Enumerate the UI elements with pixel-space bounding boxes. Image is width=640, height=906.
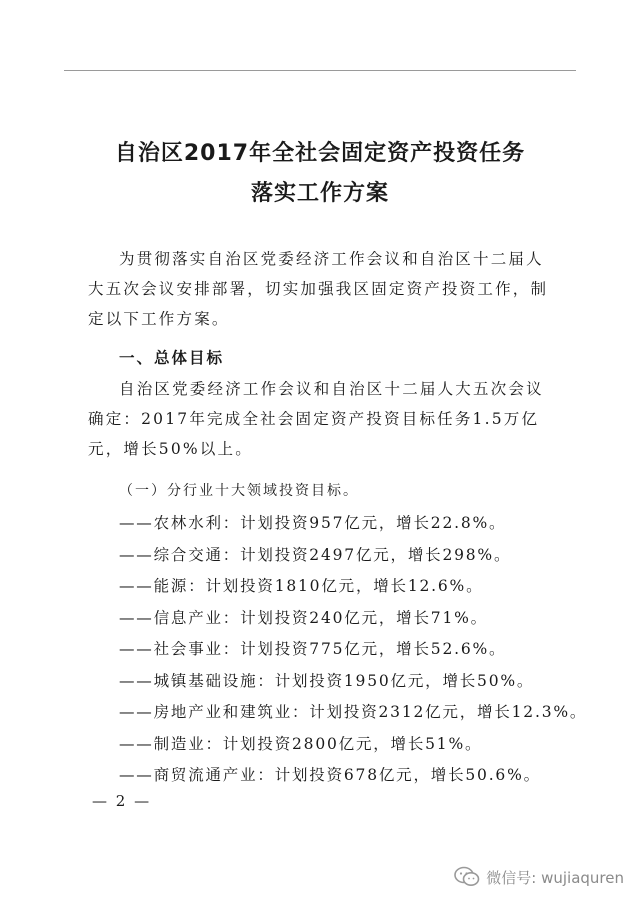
list-item: ——房地产业和建筑业：计划投资2312亿元，增长12.3%。: [119, 703, 588, 721]
document-title-line1: 自治区2017年全社会固定资产投资任务: [114, 141, 526, 166]
investment-target-list: [119, 508, 587, 792]
list-item: ——制造业：计划投资2800亿元，增长51%。: [119, 734, 483, 753]
wechat-icon: [454, 866, 480, 888]
section-body: 自治区党委经济工作会议和自治区十二届人大五次会议确定：2017年完成全社会固定资产投资目标任务1.5万亿元，增长50%以上。: [88, 380, 544, 458]
wechat-watermark: [454, 866, 624, 888]
watermark-text: 微信号: wujiaquren: [486, 868, 624, 887]
list-item: ——能源：计划投资1810亿元，增长12.6%。: [119, 577, 484, 595]
list-item: ——社会事业：计划投资775亿元，增长52.6%。: [119, 640, 507, 658]
section-heading: 一、总体目标: [119, 349, 225, 367]
document-title-line2: 落实工作方案: [250, 181, 389, 206]
list-item: ——信息产业：计划投资240亿元，增长71%。: [119, 608, 488, 627]
list-item: ——农林水利：计划投资957亿元，增长22.8%。: [119, 514, 507, 532]
header-rule: [64, 70, 576, 71]
page-number: — 2 —: [92, 792, 152, 810]
list-item: ——综合交通：计划投资2497亿元，增长298%。: [119, 545, 512, 564]
list-item: ——城镇基础设施：计划投资1950亿元，增长50%。: [119, 671, 535, 690]
subsection-heading: （一）分行业十大领域投资目标。: [119, 483, 359, 499]
intro-paragraph: 为贯彻落实自治区党委经济工作会议和自治区十二届人大五次会议安排部署，切实加强我区固定资产投资工作，制定以下工作方案。: [88, 250, 549, 328]
list-item: ——商贸流通产业：计划投资678亿元，增长50.6%。: [119, 766, 541, 784]
